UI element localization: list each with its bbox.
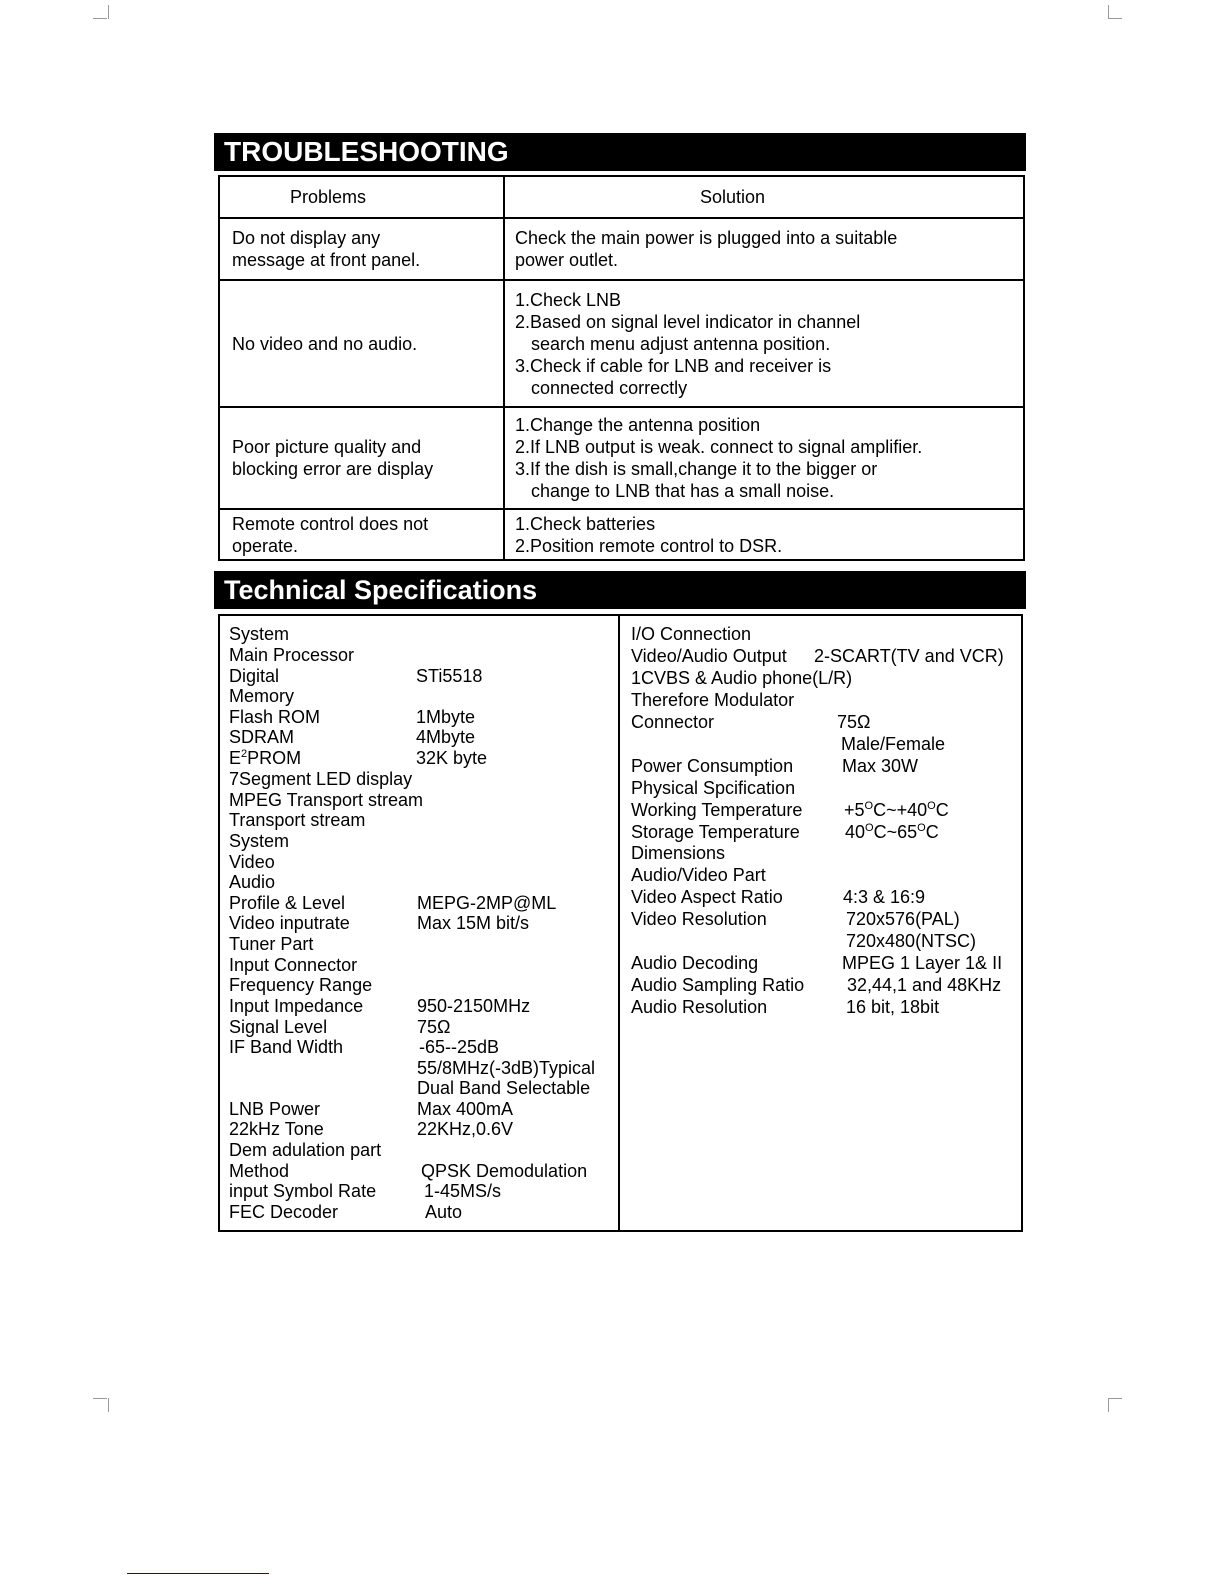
header-solution: Solution (504, 176, 1024, 218)
spec-value: $40^OC\sim 65^OC$ (845, 822, 939, 842)
spec-row (229, 1140, 609, 1161)
spec-value: Max 15M bit/s (417, 913, 530, 933)
spec-row (631, 756, 1011, 777)
spec-row (229, 1161, 609, 1182)
spec-row (229, 913, 609, 934)
problem-line: Do not display any (232, 228, 381, 248)
spec-row (229, 975, 609, 996)
solution-cell (504, 218, 1024, 280)
troubleshooting-heading: TROUBLESHOOTING (214, 133, 1026, 171)
crop-mark (1108, 18, 1122, 19)
spec-label: Frequency Range (229, 975, 373, 995)
spec-row (229, 1202, 609, 1223)
spec-value: Male/Female (841, 734, 946, 754)
spec-row (631, 624, 1011, 645)
spec-label: Flash ROM (229, 707, 321, 727)
spec-label: Dem adulation part (229, 1140, 382, 1160)
spec-row (631, 975, 1011, 996)
spec-row (631, 931, 1011, 952)
spec-row (631, 822, 1011, 843)
table-row (219, 407, 1024, 509)
spec-row (229, 893, 609, 914)
spec-row (631, 865, 1011, 886)
crop-mark (108, 5, 109, 19)
spec-row (229, 934, 609, 955)
spec-value: 55/8MHz(-3dB)Typical (417, 1058, 596, 1078)
spec-row (229, 727, 609, 748)
spec-value: 720x480(NTSC) (846, 931, 977, 951)
spec-value: Auto (425, 1202, 463, 1222)
spec-label: input Symbol Rate (229, 1181, 377, 1201)
spec-label: Therefore Modulator (631, 690, 795, 710)
spec-row (229, 790, 609, 811)
specifications-heading: Technical Specifications (214, 571, 1026, 609)
spec-row (229, 1181, 609, 1202)
table-header-row (219, 176, 1024, 218)
spec-label: Video (229, 852, 275, 872)
spec-label: Memory (229, 686, 295, 706)
spec-value: 75Ω (837, 712, 871, 732)
spec-label: IF Band Width (229, 1037, 344, 1057)
problem-cell (219, 407, 504, 509)
spec-value: -65--25dB (419, 1037, 500, 1057)
table-row (219, 218, 1024, 280)
spec-label: Transport stream (229, 810, 366, 830)
spec-value: 16 bit, 18bit (846, 997, 940, 1017)
spec-row (229, 852, 609, 873)
spec-value: 720x576(PAL) (846, 909, 960, 929)
spec-row (229, 996, 609, 1017)
footer-link-underline (127, 1573, 269, 1574)
spec-label: Audio (229, 872, 276, 892)
crop-mark (1108, 1398, 1122, 1399)
spec-value: STi5518 (416, 666, 483, 686)
spec-row (631, 668, 1011, 689)
spec-value: 4:3 & 16:9 (843, 887, 926, 907)
spec-label: Main Processor (229, 645, 355, 665)
spec-row (631, 909, 1011, 930)
spec-row (229, 810, 609, 831)
spec-label: Dimensions (631, 843, 726, 863)
header-problems: Problems (219, 176, 504, 218)
spec-label: MPEG Transport stream (229, 790, 424, 810)
problem-line: No video and no audio. (232, 333, 418, 354)
solution-line: 1.Change the antenna position (515, 415, 761, 435)
solution-line: 3.Check if cable for LNB and receiver is (515, 355, 832, 376)
solution-line: connected correctly (531, 377, 688, 398)
solution-cell (504, 509, 1024, 560)
solution-line: change to LNB that has a small noise. (531, 481, 835, 501)
crop-mark (93, 18, 107, 19)
problem-line: Remote control does not (232, 513, 429, 534)
spec-row (229, 645, 609, 666)
spec-value: 4Mbyte (416, 727, 476, 747)
crop-mark (1108, 1398, 1109, 1412)
spec-row (631, 843, 1011, 864)
solution-line: 1.Check batteries (515, 513, 656, 534)
spec-row (229, 1078, 609, 1099)
spec-row (229, 1037, 609, 1058)
spec-value: 32K byte (416, 748, 488, 768)
spec-row (631, 953, 1011, 974)
column-divider (618, 614, 620, 1232)
solution-line: Check the main power is plugged into a suitable (515, 228, 898, 248)
spec-value: Max 30W (842, 756, 919, 776)
spec-label: Method (229, 1161, 290, 1181)
problem-cell (219, 509, 504, 560)
table-row (219, 509, 1024, 560)
problem-line: message at front panel. (232, 250, 421, 270)
spec-label: Input Impedance (229, 996, 364, 1016)
spec-row (229, 1017, 609, 1038)
spec-value: 1-45MS/s (424, 1181, 502, 1201)
spec-label: Tuner Part (229, 934, 314, 954)
spec-label: Audio Decoding (631, 953, 759, 973)
spec-label: Digital (229, 666, 280, 686)
spec-value: 32,44,1 and 48KHz (847, 975, 1002, 995)
spec-row (631, 690, 1011, 711)
spec-value: 22KHz,0.6V (417, 1119, 514, 1139)
spec-row (631, 800, 1011, 821)
spec-value: 2-SCART(TV and VCR) (814, 646, 1004, 666)
spec-label: 22kHz Tone (229, 1119, 324, 1139)
spec-row (229, 686, 609, 707)
spec-label: Storage Temperature (631, 822, 800, 842)
spec-row (229, 1099, 609, 1120)
spec-label: Video inputrate (229, 913, 350, 933)
solution-line: search menu adjust antenna position. (531, 333, 831, 354)
spec-label: System (229, 624, 290, 644)
solution-line: power outlet. (515, 250, 619, 270)
spec-row (229, 666, 609, 687)
spec-row (229, 872, 609, 893)
spec-label: Profile & Level (229, 893, 346, 913)
problem-line: blocking error are display (232, 459, 434, 479)
spec-row (229, 624, 609, 645)
spec-row (631, 778, 1011, 799)
spec-label: Audio Sampling Ratio (631, 975, 805, 995)
spec-label: Signal Level (229, 1017, 328, 1037)
spec-label: Video Resolution (631, 909, 767, 929)
spec-row (631, 734, 1011, 755)
spec-label: Connector (631, 712, 715, 732)
spec-row (229, 748, 609, 769)
solution-cell (504, 280, 1024, 407)
spec-row (631, 712, 1011, 733)
table-row (219, 280, 1024, 407)
spec-label: $E^2PROM$ (229, 748, 302, 768)
spec-label: Audio Resolution (631, 997, 768, 1017)
spec-label: SDRAM (229, 727, 295, 747)
spec-label: Video/Audio Output (631, 646, 787, 666)
spec-label: Video Aspect Ratio (631, 887, 783, 907)
spec-row (229, 831, 609, 852)
spec-label: Power Consumption (631, 756, 794, 776)
spec-row (229, 707, 609, 728)
spec-row (229, 1058, 609, 1079)
spec-row (229, 955, 609, 976)
spec-value: QPSK Demodulation (421, 1161, 588, 1181)
problem-line: operate. (232, 535, 299, 556)
spec-row (631, 997, 1011, 1018)
spec-label: Working Temperature (631, 800, 803, 820)
spec-value: 75Ω (417, 1017, 451, 1037)
crop-mark (108, 1398, 109, 1412)
spec-value: Dual Band Selectable (417, 1078, 591, 1098)
spec-value: $+5^OC\sim+40^OC$ (844, 800, 949, 820)
solution-line: 3.If the dish is small,change it to the bigger or (515, 459, 878, 479)
spec-label: 1CVBS & Audio phone(L/R) (631, 668, 853, 688)
spec-label: I/O Connection (631, 624, 752, 644)
spec-row (631, 646, 1011, 667)
spec-row (631, 887, 1011, 908)
solution-line: 2.Based on signal level indicator in channel (515, 311, 861, 332)
spec-value: MPEG 1 Layer 1& II (842, 953, 1003, 973)
problem-cell (219, 218, 504, 280)
spec-label: LNB Power (229, 1099, 321, 1119)
problem-cell (219, 280, 504, 407)
spec-row (229, 769, 609, 790)
solution-line: 1.Check LNB (515, 289, 622, 310)
spec-value: 1Mbyte (416, 707, 476, 727)
crop-mark (93, 1398, 107, 1399)
solution-line: 2.If LNB output is weak. connect to signal amplifier. (515, 437, 923, 457)
spec-label: Input Connector (229, 955, 358, 975)
spec-label: FEC Decoder (229, 1202, 339, 1222)
troubleshooting-table (218, 175, 1025, 561)
spec-row (229, 1119, 609, 1140)
spec-value: 950-2150MHz (417, 996, 531, 1016)
solution-cell (504, 407, 1024, 509)
crop-mark (1108, 5, 1109, 19)
spec-value: Max 400mA (417, 1099, 514, 1119)
spec-label: System (229, 831, 290, 851)
problem-line: Poor picture quality and (232, 437, 422, 457)
solution-line: 2.Position remote control to DSR. (515, 535, 783, 556)
spec-label: 7Segment LED display (229, 769, 413, 789)
spec-value: MEPG-2MP@ML (417, 893, 557, 913)
spec-label: Physical Spcification (631, 778, 796, 798)
spec-label: Audio/Video Part (631, 865, 766, 885)
